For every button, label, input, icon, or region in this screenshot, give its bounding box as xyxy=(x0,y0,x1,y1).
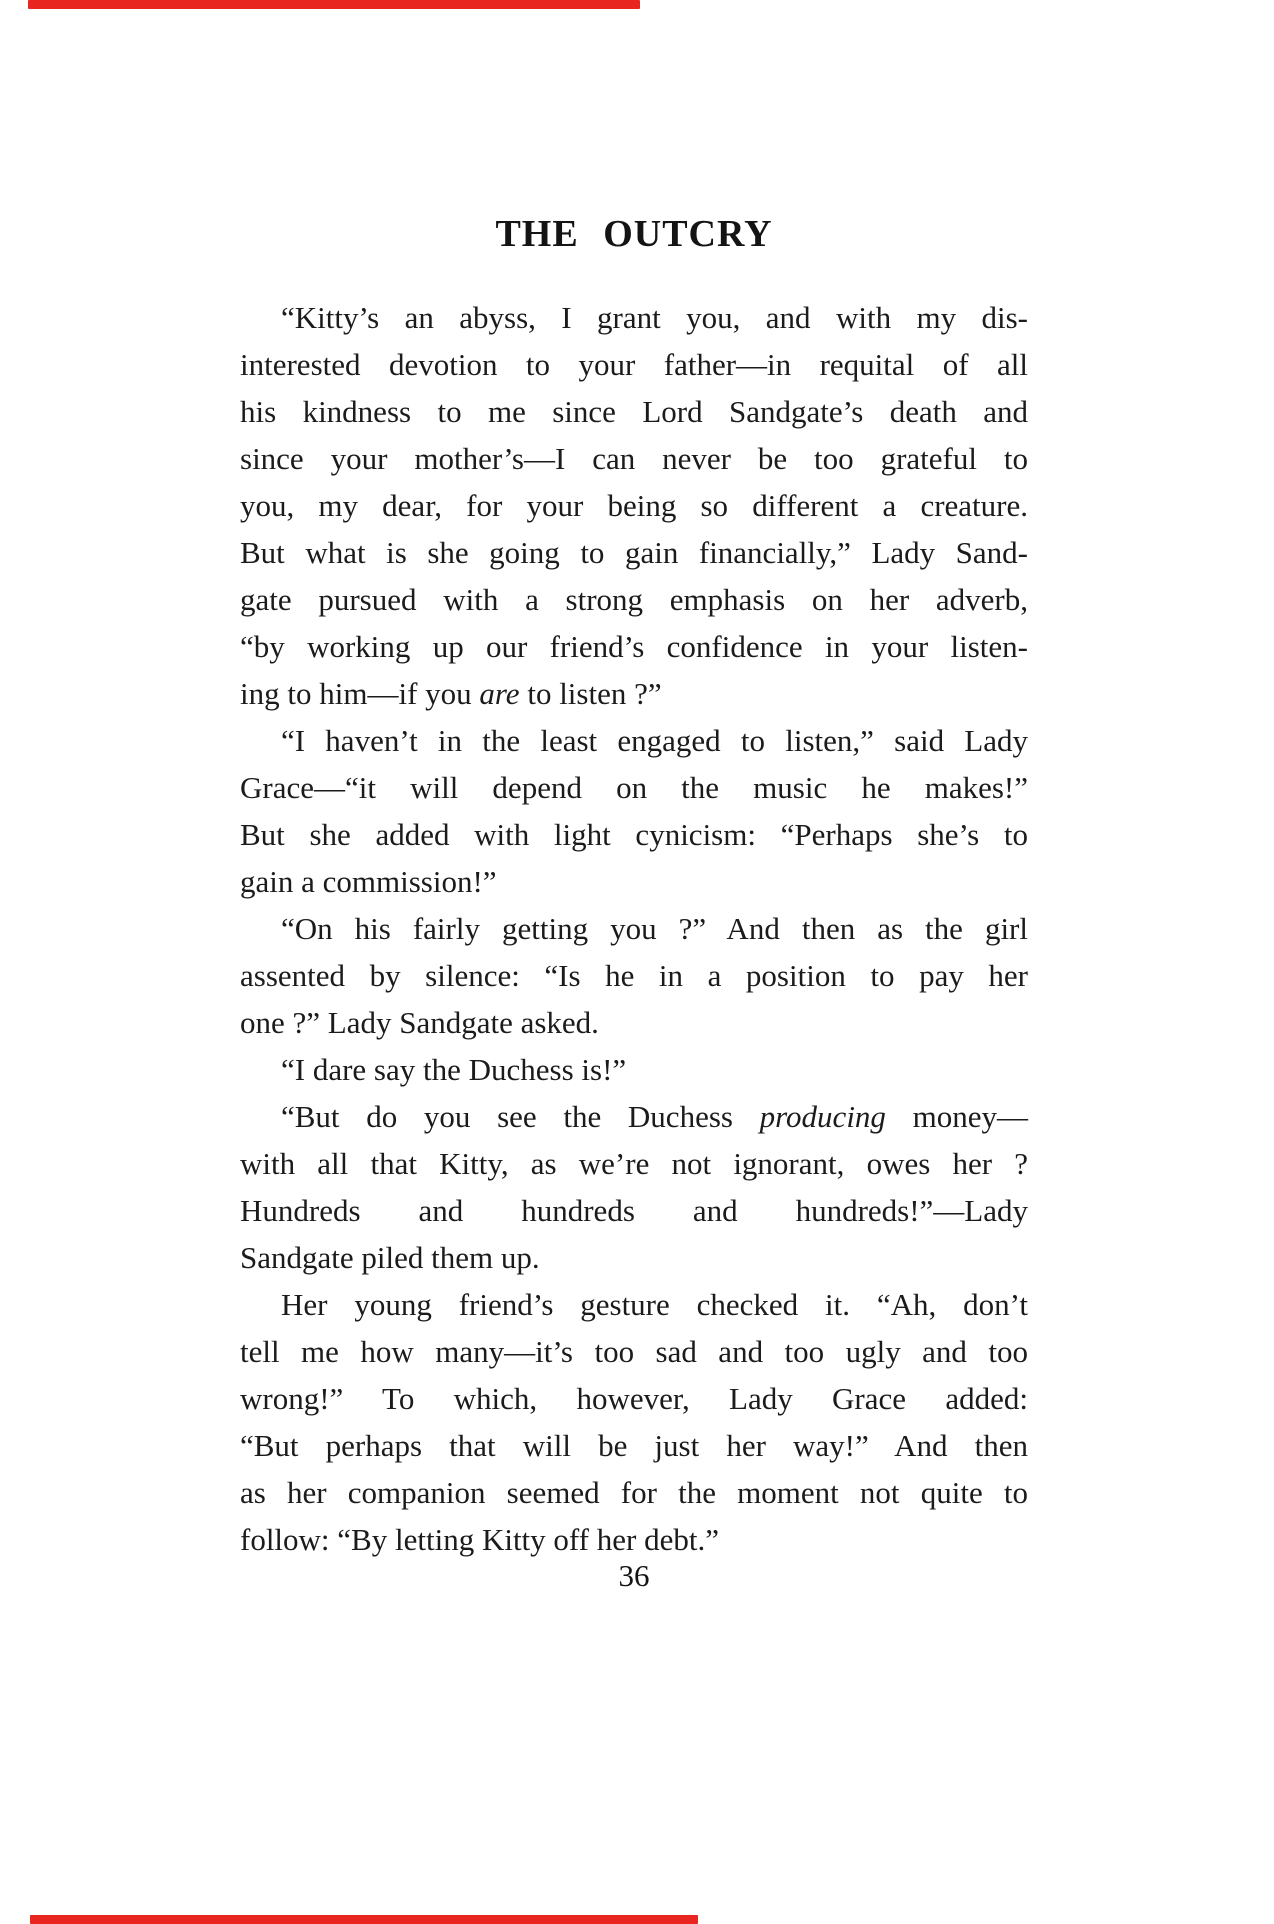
scan-artifact-top-strip xyxy=(28,0,640,9)
text-line: his kindness to me since Lord Sandgate’s death and xyxy=(240,394,1028,429)
text-line: gate pursued with a strong emphasis on her adverb, xyxy=(240,582,1028,617)
text-line: gain a commission!” xyxy=(240,864,497,899)
text-line: since your mother’s—I can never be too grateful to xyxy=(240,441,1028,476)
text-line: tell me how many—it’s too sad and too ugly and too xyxy=(240,1334,1028,1369)
text-line: Her young friend’s gesture checked it. “Ah, don’t xyxy=(281,1287,1028,1322)
text-line: “by working up our friend’s confidence in your listen- xyxy=(240,629,1028,664)
text-line: “I dare say the Duchess is!” xyxy=(281,1052,627,1087)
text-line: Grace—“it will depend on the music he makes!” xyxy=(240,770,1028,805)
text-line: “On his fairly getting you ?” And then as the girl xyxy=(281,911,1028,946)
text-line: Sandgate piled them up. xyxy=(240,1240,540,1275)
text-line: But she added with light cynicism: “Perhaps she’s to xyxy=(240,817,1028,852)
text-line: assented by silence: “Is he in a position to pay her xyxy=(240,958,1028,993)
text-line: you, my dear, for your being so different a creature. xyxy=(240,488,1028,523)
text-line: follow: “By letting Kitty off her debt.” xyxy=(240,1522,719,1557)
italic-word: are xyxy=(479,676,520,711)
page-body xyxy=(240,294,1028,1563)
text-line: wrong!” To which, however, Lady Grace added: xyxy=(240,1381,1028,1416)
scan-artifact-bottom-strip xyxy=(30,1915,698,1924)
text-line: as her companion seemed for the moment not quite to xyxy=(240,1475,1028,1510)
page-number: 36 xyxy=(618,1558,650,1593)
text-line: “Kitty’s an abyss, I grant you, and with my dis- xyxy=(281,300,1028,335)
text-line: one ?” Lady Sandgate asked. xyxy=(240,1005,599,1040)
text-line: “But do you see the Duchess producing money— xyxy=(281,1099,1028,1134)
page-title: THE OUTCRY xyxy=(495,213,773,255)
italic-word: producing xyxy=(759,1099,886,1134)
text-line: ing to him—if you are to listen ?” xyxy=(240,676,662,711)
text-line: with all that Kitty, as we’re not ignorant, owes her ? xyxy=(240,1146,1028,1181)
text-line: interested devotion to your father—in requital of all xyxy=(240,347,1028,382)
text-line: “But perhaps that will be just her way!” And then xyxy=(240,1428,1028,1463)
text-line: But what is she going to gain financially,” Lady Sand- xyxy=(240,535,1028,570)
text-line: “I haven’t in the least engaged to listen,” said Lady xyxy=(281,723,1028,758)
text-line: Hundreds and hundreds and hundreds!”—Lady xyxy=(240,1193,1028,1228)
